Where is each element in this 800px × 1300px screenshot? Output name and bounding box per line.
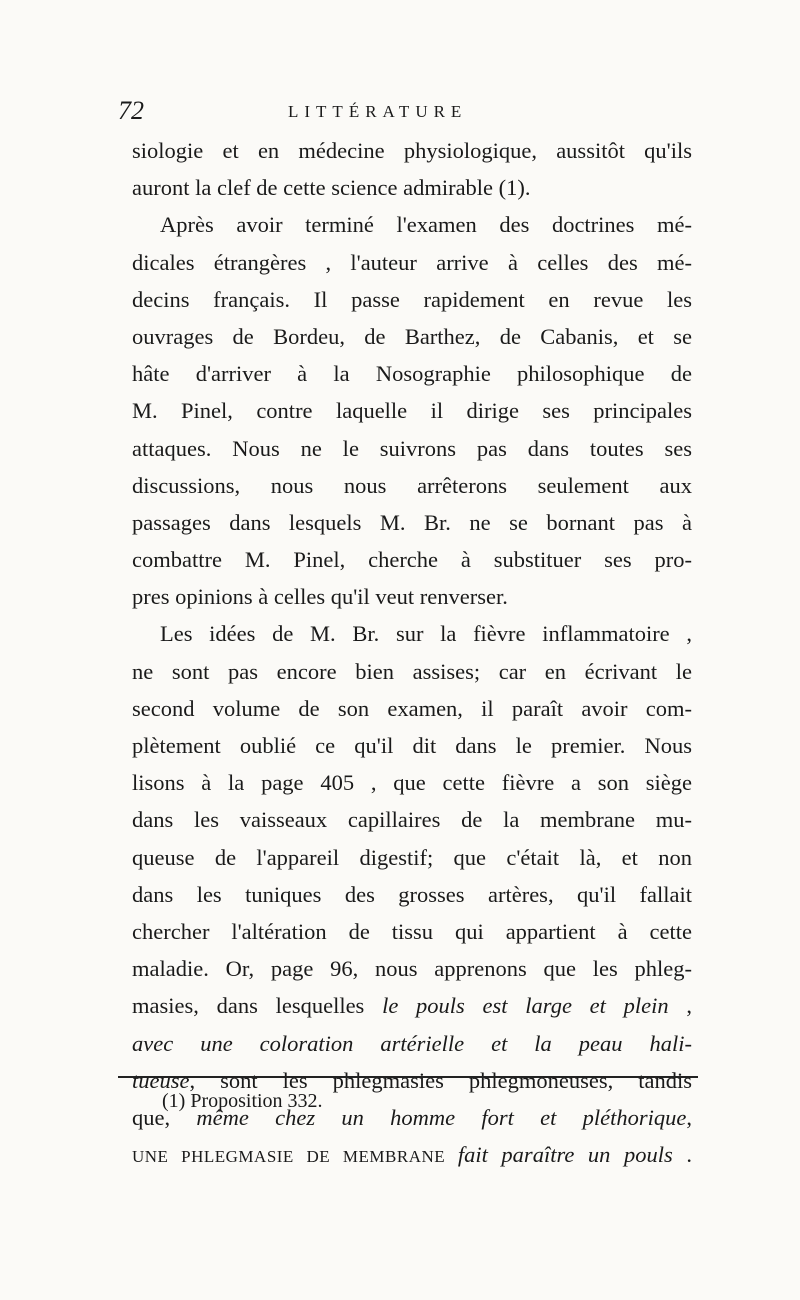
text-line (132, 801, 692, 838)
text-line (132, 430, 692, 467)
text-line (132, 1136, 692, 1173)
text-segment: passages dans lesquels M. Br. ne se bornant pas à (132, 509, 692, 535)
text-segment: M. Pinel, contre laquelle il dirige ses principales (132, 398, 692, 424)
body-text (132, 132, 692, 1173)
text-segment: ne sont pas encore bien assises; car en écrivant le (132, 658, 692, 684)
text-segment: hâte d'arriver à la Nosographie philosophique de (132, 361, 692, 387)
text-segment: ouvrages de Bordeu, de Barthez, de Cabanis, et se (132, 323, 692, 349)
text-line (132, 653, 692, 690)
text-line (132, 206, 692, 243)
text-segment: , sont les phlegmasies phlegmoneuses, tandis (189, 1067, 692, 1093)
text-segment: lisons à la page 405 , que cette fièvre a son siège (132, 770, 692, 796)
page-number: 72 (118, 96, 144, 125)
text-line (132, 839, 692, 876)
text-line (132, 950, 692, 987)
page-header (118, 96, 688, 130)
text-segment: , (686, 1104, 692, 1130)
text-segment: dicales étrangères , l'auteur arrive à celles des mé- (132, 249, 692, 275)
text-line (132, 987, 692, 1024)
italic-text: fait paraître un pouls (457, 1142, 673, 1168)
italic-text: même chez un homme fort et pléthorique (196, 1104, 687, 1130)
text-segment: chercher l'altération de tissu qui appartient à cette (132, 918, 692, 944)
text-segment: queuse de l'appareil digestif; que c'était là, et non (132, 844, 692, 870)
text-segment: decins français. Il passe rapidement en revue les (132, 286, 692, 312)
text-segment: Après avoir terminé l'examen des doctrines mé- (160, 212, 692, 238)
text-line (132, 244, 692, 281)
text-segment: siologie et en médecine physiologique, aussitôt qu'ils (132, 138, 692, 163)
footnote-rule (118, 1076, 698, 1078)
text-segment: attaques. Nous ne le suivrons pas dans toutes ses (132, 435, 692, 461)
text-segment: . (672, 1142, 692, 1168)
italic-text: tueuse (132, 1067, 190, 1093)
italic-text: le pouls est large et plein (382, 993, 669, 1019)
text-line (132, 355, 692, 392)
text-line (132, 392, 692, 429)
text-segment: pres opinions à celles qu'il veut renverser. (132, 584, 508, 610)
text-segment: masies, dans lesquelles (132, 993, 383, 1019)
italic-text: avec une coloration artérielle et la peau hali- (132, 1030, 692, 1056)
text-segment: que, (132, 1104, 197, 1130)
text-line (132, 318, 692, 355)
text-segment: dans les tuniques des grosses artères, qu'il fallait (132, 881, 692, 907)
text-line (132, 467, 692, 504)
text-line (132, 578, 692, 615)
text-segment: plètement oublié ce qu'il dit dans le premier. Nous (132, 733, 692, 758)
footnote: (1) Proposition 332. (162, 1090, 323, 1112)
text-line (132, 504, 692, 541)
text-line (132, 132, 692, 169)
text-segment: Les idées de M. Br. sur la fièvre inflammatoire , (160, 621, 692, 647)
text-segment: , (668, 993, 693, 1019)
text-line (132, 913, 692, 950)
text-line (132, 690, 692, 727)
text-segment: discussions, nous nous arrêterons seulement aux (132, 472, 692, 498)
text-line (132, 169, 692, 206)
text-segment: maladie. Or, page 96, nous apprenons que les phleg- (132, 956, 692, 982)
text-line (132, 764, 692, 801)
text-line (132, 615, 692, 652)
text-segment: second volume de son examen, il paraît avoir com- (132, 695, 692, 721)
running-head: LITTÉRATURE (288, 102, 468, 121)
text-line (132, 727, 692, 764)
text-line (132, 281, 692, 318)
small-caps-text: UNE PHLEGMASIE DE MEMBRANE (132, 1147, 458, 1167)
text-line (132, 876, 692, 913)
text-line (132, 1025, 692, 1062)
text-line (132, 541, 692, 578)
text-segment: dans les vaisseaux capillaires de la membrane mu- (132, 807, 692, 833)
text-segment: combattre M. Pinel, cherche à substituer ses pro- (132, 547, 692, 573)
text-segment: auront la clef de cette science admirable (1). (132, 175, 531, 201)
